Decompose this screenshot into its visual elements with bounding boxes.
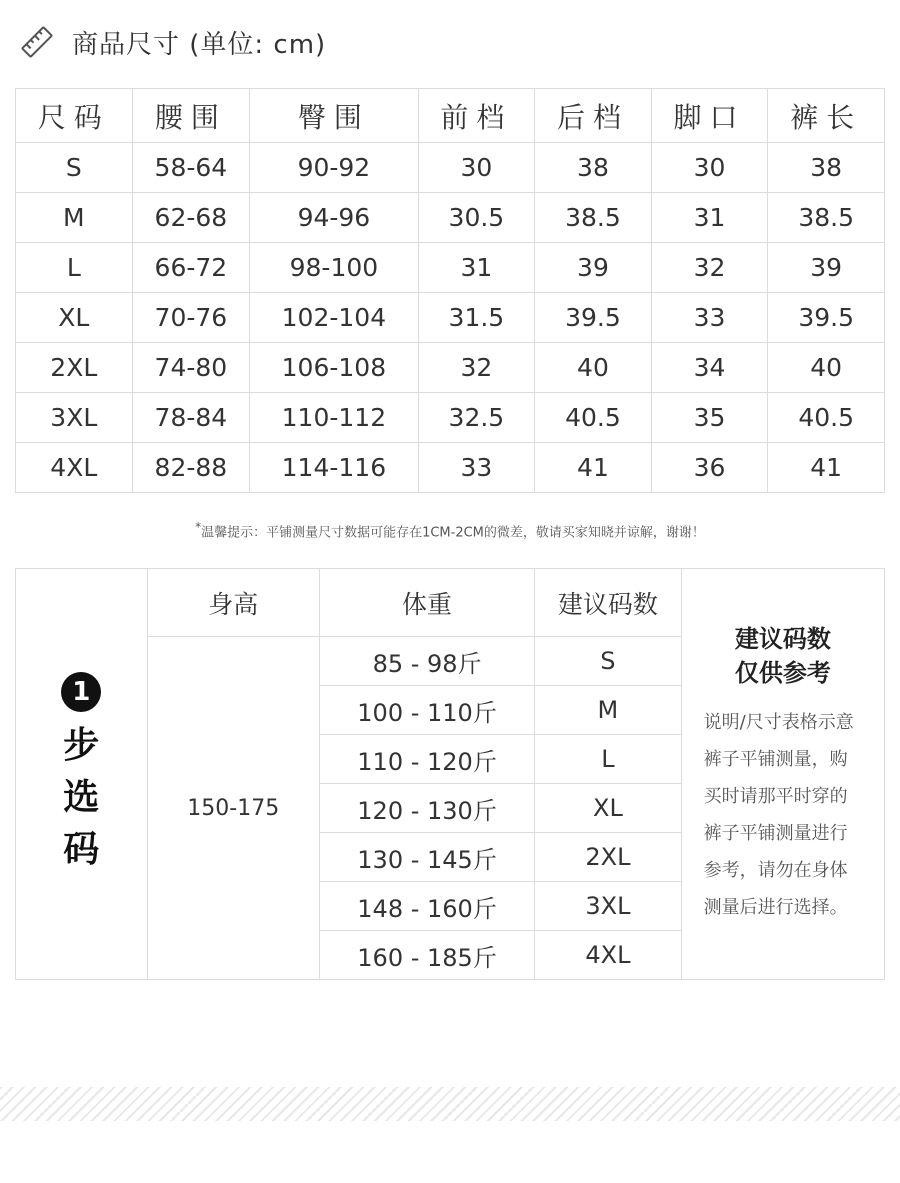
col-header: 脚口 xyxy=(651,89,768,143)
header xyxy=(20,22,326,62)
table-cell: 58-64 xyxy=(132,143,250,193)
col-header: 后档 xyxy=(535,89,652,143)
table-cell: 40 xyxy=(768,343,885,393)
table-row xyxy=(16,143,885,193)
col-header: 腰围 xyxy=(132,89,250,143)
ref-desc-line: 参考，请勿在身体 xyxy=(703,860,848,881)
table-row xyxy=(16,343,885,393)
table-cell: XL xyxy=(16,293,133,343)
step-char: 选 xyxy=(63,777,100,818)
size-cell: S xyxy=(535,637,682,686)
table-cell: L xyxy=(16,243,133,293)
size-cell: XL xyxy=(535,784,682,833)
table-cell: 98-100 xyxy=(250,243,418,293)
table-cell: 32.5 xyxy=(418,393,535,443)
table-cell: 31 xyxy=(418,243,535,293)
table-cell: 30.5 xyxy=(418,193,535,243)
ref-title-line: 仅供参考 xyxy=(734,659,831,687)
step-label xyxy=(16,569,148,980)
col-header-size: 建议码数 xyxy=(535,569,682,637)
table-cell: 70-76 xyxy=(132,293,250,343)
weight-cell: 85 - 98斤 xyxy=(319,637,534,686)
col-header: 臀围 xyxy=(250,89,418,143)
table-cell: 4XL xyxy=(16,443,133,493)
col-header: 前档 xyxy=(418,89,535,143)
col-header: 裤长 xyxy=(768,89,885,143)
size-table-header xyxy=(16,89,885,143)
ref-desc-line: 买时请那平时穿的 xyxy=(703,786,848,807)
table-cell: 32 xyxy=(418,343,535,393)
table-cell: S xyxy=(16,143,133,193)
step-char: 步 xyxy=(63,725,100,766)
height-range: 150-175 xyxy=(147,637,319,980)
table-cell: 41 xyxy=(535,443,652,493)
table-cell: 30 xyxy=(418,143,535,193)
table-cell: 40.5 xyxy=(768,393,885,443)
ref-title-line: 建议码数 xyxy=(734,625,831,653)
table-cell: 78-84 xyxy=(132,393,250,443)
table-cell: 90-92 xyxy=(250,143,418,193)
size-cell: L xyxy=(535,735,682,784)
table-cell: 39 xyxy=(535,243,652,293)
table-cell: 41 xyxy=(768,443,885,493)
table-cell: 33 xyxy=(418,443,535,493)
note-star: * xyxy=(195,520,202,534)
ref-desc-line: 说明/尺寸表格示意 xyxy=(703,712,854,733)
table-cell: 32 xyxy=(651,243,768,293)
table-cell: 82-88 xyxy=(132,443,250,493)
reference-note xyxy=(681,569,884,980)
table-cell: 62-68 xyxy=(132,193,250,243)
ref-desc-line: 裤子平铺测量，购 xyxy=(703,749,848,770)
ruler-icon xyxy=(20,25,54,59)
table-cell: M xyxy=(16,193,133,243)
size-cell: 2XL xyxy=(535,833,682,882)
measurement-note xyxy=(0,520,900,540)
step-number-badge: 1 xyxy=(61,672,101,712)
table-cell: 94-96 xyxy=(250,193,418,243)
table-cell: 31 xyxy=(651,193,768,243)
table-cell: 38 xyxy=(768,143,885,193)
table-cell: 114-116 xyxy=(250,443,418,493)
table-cell: 36 xyxy=(651,443,768,493)
page-title: 商品尺寸 (单位: cm) xyxy=(72,29,327,60)
table-cell: 74-80 xyxy=(132,343,250,393)
table-cell: 39.5 xyxy=(768,293,885,343)
weight-cell: 148 - 160斤 xyxy=(319,882,534,931)
table-cell: 33 xyxy=(651,293,768,343)
table-row xyxy=(16,193,885,243)
size-cell: 3XL xyxy=(535,882,682,931)
table-cell: 102-104 xyxy=(250,293,418,343)
col-header-weight: 体重 xyxy=(319,569,534,637)
size-cell: 4XL xyxy=(535,931,682,980)
weight-cell: 130 - 145斤 xyxy=(319,833,534,882)
col-header-height: 身高 xyxy=(147,569,319,637)
table-cell: 31.5 xyxy=(418,293,535,343)
ref-desc-line: 裤子平铺测量进行 xyxy=(703,823,848,844)
weight-cell: 110 - 120斤 xyxy=(319,735,534,784)
table-cell: 39.5 xyxy=(535,293,652,343)
table-cell: 38.5 xyxy=(535,193,652,243)
table-row xyxy=(16,243,885,293)
table-cell: 38.5 xyxy=(768,193,885,243)
size-cell: M xyxy=(535,686,682,735)
table-cell: 35 xyxy=(651,393,768,443)
size-table xyxy=(15,88,885,493)
note-text: 温馨提示：平铺测量尺寸数据可能存在1CM-2CM的微差，敬请买家知晓并谅解，谢谢！ xyxy=(201,525,705,541)
step-char: 码 xyxy=(63,829,100,870)
table-row xyxy=(16,293,885,343)
table-cell: 38 xyxy=(535,143,652,193)
table-cell: 2XL xyxy=(16,343,133,393)
ref-desc-line: 测量后进行选择。 xyxy=(703,897,848,918)
decorative-stripe-divider xyxy=(0,1087,900,1121)
table-row xyxy=(16,443,885,493)
table-cell: 30 xyxy=(651,143,768,193)
table-row xyxy=(16,393,885,443)
table-cell: 3XL xyxy=(16,393,133,443)
table-cell: 110-112 xyxy=(250,393,418,443)
weight-cell: 100 - 110斤 xyxy=(319,686,534,735)
table-cell: 66-72 xyxy=(132,243,250,293)
weight-cell: 120 - 130斤 xyxy=(319,784,534,833)
col-header: 尺码 xyxy=(16,89,133,143)
table-cell: 40 xyxy=(535,343,652,393)
table-cell: 39 xyxy=(768,243,885,293)
weight-cell: 160 - 185斤 xyxy=(319,931,534,980)
size-recommendation-table xyxy=(15,568,885,980)
table-cell: 40.5 xyxy=(535,393,652,443)
table-cell: 34 xyxy=(651,343,768,393)
table-cell: 106-108 xyxy=(250,343,418,393)
